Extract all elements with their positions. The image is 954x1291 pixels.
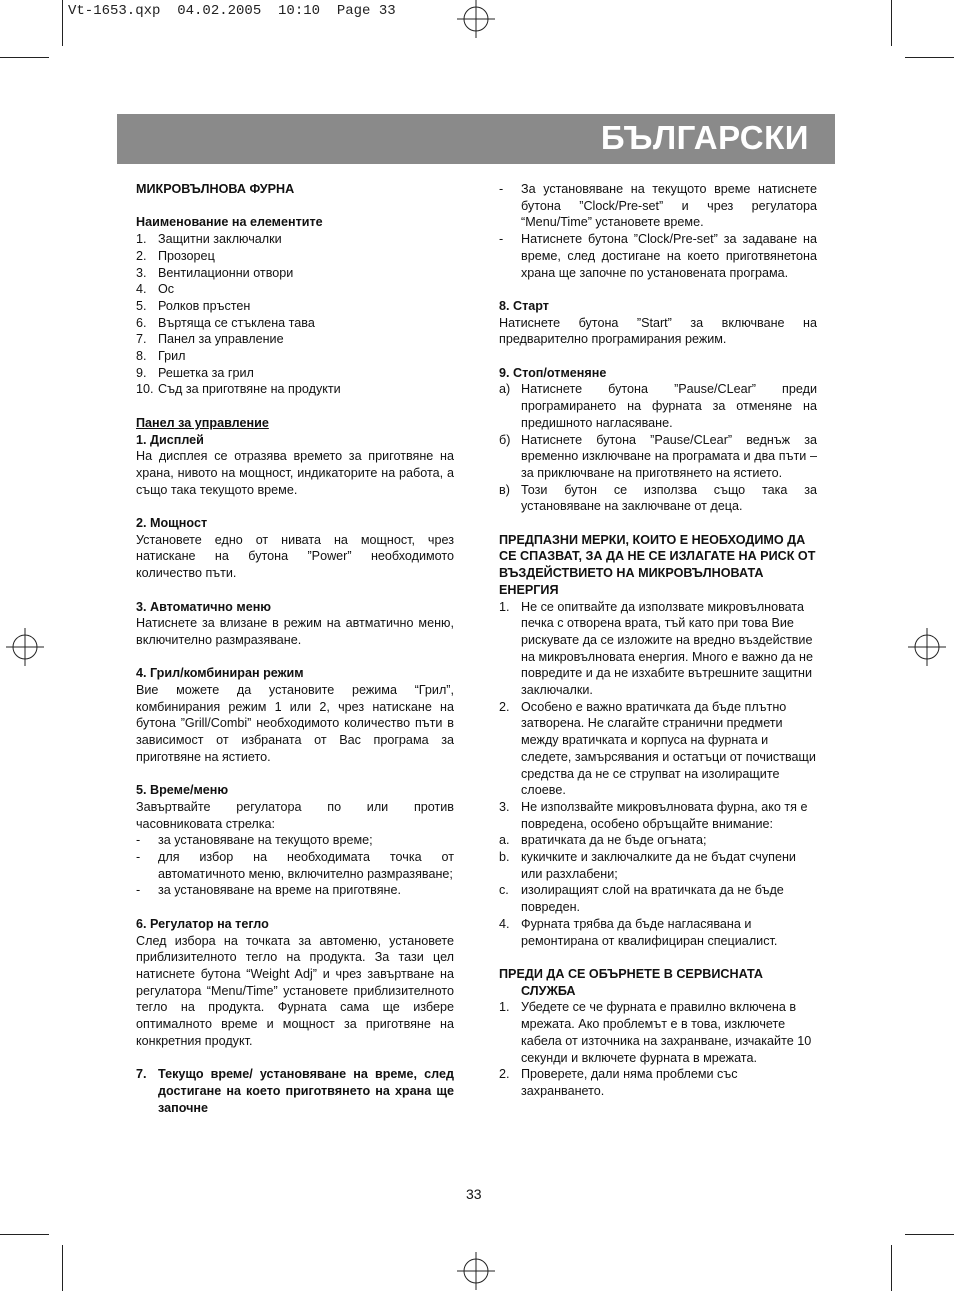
power-heading: 2. Мощност [136,516,208,531]
service-heading-cont: СЛУЖБА [521,983,576,998]
list-item: - За установяване на текущото време натиснете бутона ”Clock/Pre-set” и чрез регулатора “Menu/Time” установете време. [499,182,817,230]
page-number: 33 [466,1186,482,1202]
auto-menu-text: Натиснете за влизане в режим на автматично меню, включително размразяване. [136,616,454,647]
list-item: 1. Не се опитвайте да използвате микровълновата печка с отворена врата, тъй като при това Вие рискувате да се изложите на вредно въздействие на микровълновата енергия. Много е важно да не повредите и да не изхабите вътрешните защитни заключалки. [499,599,813,698]
start-heading: 8. Старт [499,298,549,313]
list-item: 2. Особено е важно вратичката да бъде плътно затворена. Не слагайте странични предмети между вратичката и корпуса на фурната и следете, замърсявания и остатъци от почистващи средства да не се струпват на изолиращите слоеве. [499,699,816,798]
grill-heading: 4. Грил/комбиниран режим [136,666,304,681]
grill-text: Вие можете да установите режима “Грил”, комбинирания режим 1 или 2, чрез натискане на бутона ”Grill/Combi” необходимото количество пъти в зависимост от избраната от Вас програма за приготвяне на ястието. [136,683,454,764]
safety-heading: ПРЕДПАЗНИ МЕРКИ, КОИТО Е НЕОБХОДИМО ДА СЕ СПАЗВАТ, ЗА ДА НЕ СЕ ИЗЛАГАТЕ НА РИСК ОТ ВЪЗДЕЙСТВИЕТО НА МИКРОВЪЛНОВАТА ЕНЕРГИЯ [499,532,816,597]
section-title: МИКРОВЪЛНОВА ФУРНА [136,182,295,196]
crop-mark [0,1234,49,1235]
list-item: 4. Фурната трябва да бъде нагласявана и ремонтирана от квалифициран специалист. [499,916,778,948]
crop-mark [62,0,63,46]
list-item: б) Натиснете бутона ”Pause/CLear” веднъж за временно изключване на програмата и два пъти – за приключване на приготвянето на ястието. [499,432,817,480]
list-item: 10. Съд за приготвяне на продукти [136,382,341,397]
weight-heading: 6. Регулатор на тегло [136,916,269,931]
left-column [136,181,454,1116]
time-menu-heading: 5. Време/меню [136,783,229,798]
panel-heading: Панел за управление [136,415,269,430]
right-column [499,181,817,1100]
display-text: На дисплея се отразява времето за приготвяне на храна, нивото на мощност, индикаторите на работа, а също така текущото време. [136,449,454,497]
auto-menu-heading: 3. Автоматично меню [136,599,272,614]
crop-mark [891,1245,892,1291]
clock-heading: 7. Текущо време/ установяване на време, след достигане на което приготвянето на храна ще започне [136,1067,454,1115]
power-text: Установете едно от нивата на мощност, чрез натискане на бутона ”Power” необходимото количество пъти. [136,532,454,581]
registration-mark-icon [6,628,44,666]
list-item: в) Този бутон се използва също така за установяване на заключване от деца. [499,482,817,514]
list-item: - за установяване на време на приготвяне. [136,883,401,898]
list-item: 3. Не използвайте микровълновата фурна, ако тя е повредена, особено обръщайте внимание: [499,799,808,831]
list-item: 4. Ос [136,282,175,297]
list-item: 9. Решетка за грил [136,365,254,380]
display-heading: 1. Дисплей [136,432,204,447]
list-item: b. кукичките и заключалките да не бъдат счупени или разхлабени; [499,850,796,881]
start-text: Натиснете бутона ”Start” за включване на предварително програмирания режим. [499,315,817,347]
list-item: 2. Проверете, дали няма проблеми със захранването. [499,1067,738,1098]
elements-heading: Наименование на елементите [136,215,323,230]
list-item: 1. Защитни заключалки [136,232,282,247]
list-item: а) Натиснете бутона ”Pause/CLear” преди програмирането на фурната за отменяне на предишното нагласяване. [499,382,817,430]
list-item: 1. Убедете се че фурната е правилно включена в мрежата. Ако проблемът е в това, изключете кабела от източника на захранване, изчакайте 10 секунди и включете фурната в мрежата. [499,1000,812,1065]
list-item: - за установяване на текущото време; [136,833,373,848]
registration-mark-icon [457,1252,495,1290]
registration-mark-icon [908,628,946,666]
list-item: - Натиснете бутона ”Clock/Pre-set” за задаване на време, след достигане на което приготвянетона храна ще започне по установената програма. [499,232,817,280]
elements-list [136,231,454,398]
registration-mark-icon [457,0,495,38]
crop-mark [905,1234,954,1235]
list-item: 5. Ролков пръстен [136,298,251,313]
language-banner [117,114,835,164]
list-item: - для избор на необходимата точка от автоматичното меню, включително размразяване; [136,850,454,881]
list-item: 8. Грил [136,349,186,364]
crop-mark [905,57,954,58]
service-heading: ПРЕДИ ДА СЕ ОБЪРНЕТЕ В СЕРВИСНАТА [499,966,764,981]
crop-mark [891,0,892,46]
time-menu-text: Завъртвайте регулатора по или против часовниковата стрелка: [136,799,454,831]
weight-text: След избора на точката за автоменю, установете приблизителното тегло на продукта. За тази цел натиснете бутона “Weight Adj” и чрез завъртване на регулатора “Menu/Time” установете приблизителното тегло на продукта. Фурната сама ще избере оптималното време и мощност за приготвяне на конкретния продукт. [136,933,454,1048]
crop-mark [0,57,49,58]
list-item: 2. Прозорец [136,248,215,263]
list-item: c. изолиращият слой на вратичката да не бъде повреден. [499,883,784,915]
list-item: a. вратичката да не бъде огъната; [499,833,707,848]
print-slug: Vt-1653.qxp 04.02.2005 10:10 Page 33 [68,3,396,19]
list-item: 7. Панел за управление [136,332,284,347]
list-item: 3. Вентилационни отвори [136,265,294,280]
banner-title: БЪЛГАРСКИ [600,119,809,156]
stop-heading: 9. Стоп/отменяне [499,365,607,380]
list-item: 6. Въртяща се стъклена тава [136,315,315,330]
crop-mark [62,1245,63,1291]
